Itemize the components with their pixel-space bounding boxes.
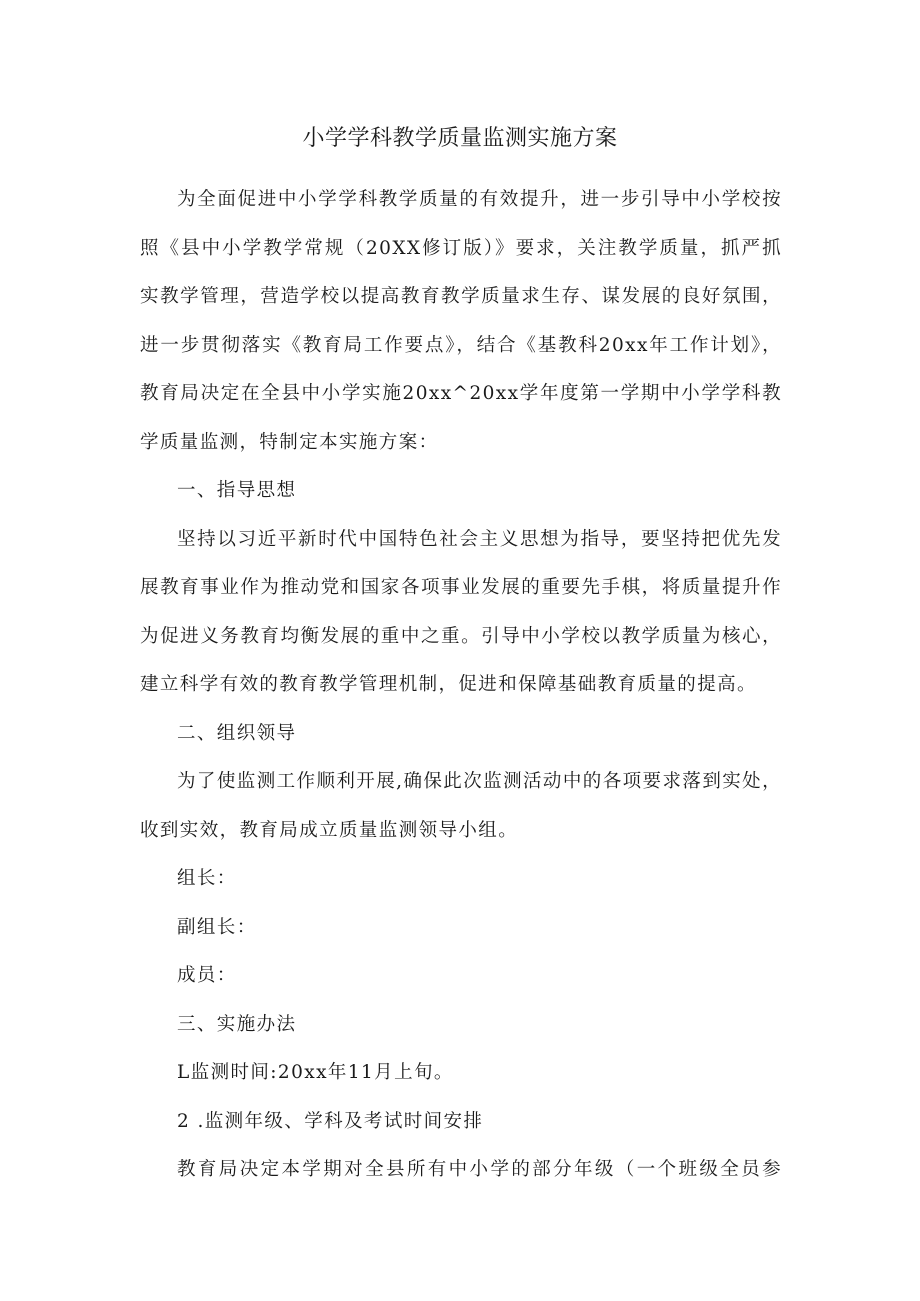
section-3-heading: 三、实施办法 <box>177 1013 297 1035</box>
item-2-line: 2 .监测年级、学科及考试时间安排 <box>177 1110 484 1132</box>
deputy-leader-line: 副组长： <box>177 916 257 938</box>
document-body <box>140 176 782 1195</box>
members-line: 成员： <box>177 965 237 986</box>
leader-line: 组长： <box>177 868 237 889</box>
section-3-paragraph: 教育局决定本学期对全县所有中小学的部分年级（一个班级全员参 <box>177 1159 782 1180</box>
section-2-paragraph: 为了使监测工作顺利开展,确保此次监测活动中的各项要求落到实处，收到实效，教育局成立质量监测领导小组。 <box>140 771 782 841</box>
intro-paragraph: 为全面促进中小学学科教学质量的有效提升，进一步引导中小学校按照《县中小学教学常规（20XX修订版）》要求，关注教学质量，抓严抓实教学管理，营造学校以提高教育教学质量求生存、谋发展的良好氛围，进一步贯彻落实《教育局工作要点》，结合《基教科20xx年工作计划》，教育局决定在全县中小学实施20xx^20xx学年度第一学期中小学学科教学质量监测，特制定本实施方案： <box>140 189 782 453</box>
section-2-heading: 二、组织领导 <box>177 722 297 744</box>
section-1-paragraph: 坚持以习近平新时代中国特色社会主义思想为指导，要坚持把优先发展教育事业作为推动党和国家各项事业发展的重要先手棋，将质量提升作为促进义务教育均衡发展的重中之重。引导中小学校以教学质量为核心，建立科学有效的教育教学管理机制，促进和保障基础教育质量的提高。 <box>140 528 782 695</box>
document-title: 小学学科教学质量监测实施方案 <box>302 126 618 151</box>
section-1-heading: 一、指导思想 <box>177 480 297 501</box>
item-1-line: L监测时间:20xx年11月上旬。 <box>177 1062 454 1083</box>
